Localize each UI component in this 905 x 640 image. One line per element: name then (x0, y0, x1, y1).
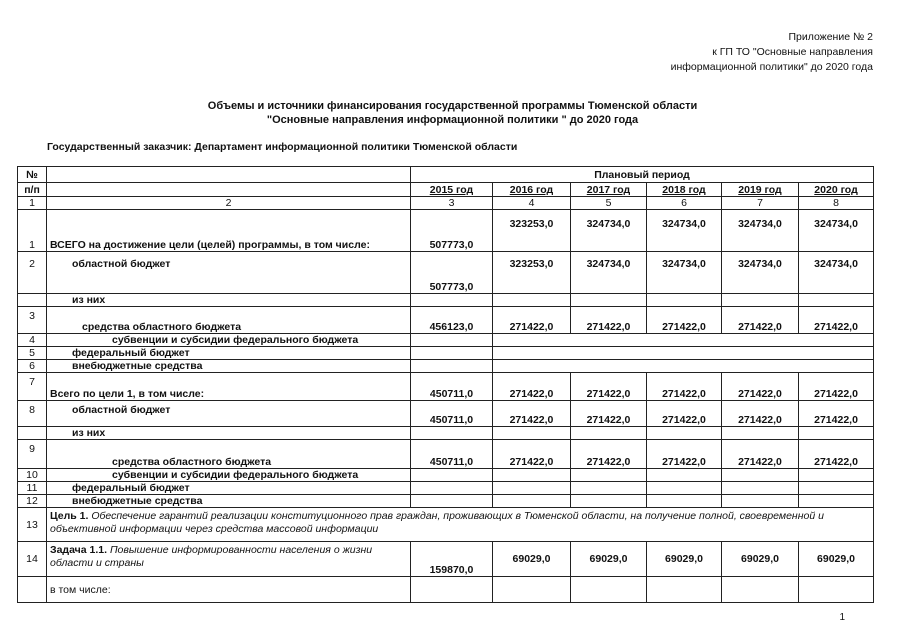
task-text (47, 542, 411, 577)
value-2017: 271422,0 (571, 440, 647, 469)
row-label: средства областного бюджета (47, 440, 411, 469)
value-2018: 271422,0 (647, 401, 722, 427)
value-2016: 69029,0 (493, 542, 571, 577)
value-2016: 323253,0 (493, 252, 571, 294)
value-2016: 271422,0 (493, 307, 571, 334)
table-row (18, 469, 874, 482)
table-row (18, 307, 874, 334)
value-2018: 271422,0 (647, 440, 722, 469)
value-2016: 323253,0 (493, 210, 571, 252)
colnum-5: 5 (571, 197, 647, 210)
table-row (18, 440, 874, 469)
title-line-2: "Основные направления информационной политики " до 2020 года (266, 114, 639, 126)
row-label: федеральный бюджет (47, 482, 411, 495)
value-2016: 271422,0 (493, 440, 571, 469)
value-2018: 324734,0 (647, 210, 722, 252)
row-label: в том числе: (47, 577, 411, 603)
value-2019: 271422,0 (722, 307, 799, 334)
row-label: внебюджетные средства (47, 495, 411, 508)
column-number-row (18, 197, 874, 210)
goal-text (47, 508, 874, 542)
colnum-2: 2 (47, 197, 411, 210)
row-number: 9 (18, 440, 47, 469)
financing-table (17, 166, 874, 603)
row-label: внебюджетные средства (47, 360, 411, 373)
row-number: 10 (18, 469, 47, 482)
value-2016: 271422,0 (493, 373, 571, 401)
value-2019: 324734,0 (722, 210, 799, 252)
value-2019: 324734,0 (722, 252, 799, 294)
header-year-2020: 2020 год (799, 183, 874, 197)
value-2015: 450711,0 (411, 440, 493, 469)
row-number: 5 (18, 347, 47, 360)
header-period: Плановый период (411, 167, 874, 183)
header-row-2 (18, 183, 874, 197)
row-label: Всего по цели 1, в том числе: (47, 373, 411, 401)
row-label: субвенции и субсидии федерального бюджета (47, 469, 411, 482)
row-number: 14 (18, 542, 47, 577)
value-2018: 324734,0 (647, 252, 722, 294)
table-row (18, 373, 874, 401)
value-2018: 271422,0 (647, 307, 722, 334)
value-2015: 456123,0 (411, 307, 493, 334)
row-label: областной бюджет (47, 401, 411, 427)
value-2017: 324734,0 (571, 210, 647, 252)
value-2020: 271422,0 (799, 373, 874, 401)
value-2017: 271422,0 (571, 401, 647, 427)
row-label: федеральный бюджет (47, 347, 411, 360)
value-2020: 271422,0 (799, 440, 874, 469)
state-customer: Государственный заказчик: Департамент информационной политики Тюменской области (47, 141, 518, 153)
row-number: 1 (18, 210, 47, 252)
goal-description: Обеспечение гарантий реализации конституционного прав граждан, проживающих в Тюменской области, на получение полной, своевременной и объективной информации через средства массовой информации (50, 510, 824, 535)
title-line-1: Объемы и источники финансирования государственной программы Тюменской области (207, 100, 698, 112)
value-2020: 271422,0 (799, 307, 874, 334)
table-row (18, 334, 874, 347)
value-2017: 271422,0 (571, 307, 647, 334)
value-2016: 271422,0 (493, 401, 571, 427)
value-2020: 69029,0 (799, 542, 874, 577)
table-row (18, 294, 874, 307)
colnum-6: 6 (647, 197, 722, 210)
value-2015: 507773,0 (411, 210, 493, 252)
table-row (18, 252, 874, 294)
table-row (18, 210, 874, 252)
value-2017: 271422,0 (571, 373, 647, 401)
row-label: средства областного бюджета (47, 307, 411, 334)
colnum-3: 3 (411, 197, 493, 210)
header-year-2017: 2017 год (571, 183, 647, 197)
row-label: из них (47, 294, 411, 307)
row-number (18, 577, 47, 603)
value-2019: 271422,0 (722, 373, 799, 401)
table-row (18, 577, 874, 603)
colnum-4: 4 (493, 197, 571, 210)
header-row-1 (18, 167, 874, 183)
row-number: 3 (18, 307, 47, 334)
row-number (18, 294, 47, 307)
table-row (18, 401, 874, 427)
row-label: субвенции и субсидии федерального бюджета (47, 334, 411, 347)
row-number: 7 (18, 373, 47, 401)
table-row (18, 508, 874, 542)
page-number: 1 (839, 612, 845, 623)
header-year-2016: 2016 год (493, 183, 571, 197)
value-2017: 324734,0 (571, 252, 647, 294)
row-number: 12 (18, 495, 47, 508)
colnum-1: 1 (18, 197, 47, 210)
row-label: областной бюджет (47, 252, 411, 294)
header-no: № (18, 167, 47, 183)
value-2020: 324734,0 (799, 210, 874, 252)
row-number: 2 (18, 252, 47, 294)
appendix-line-1: Приложение № 2 (788, 31, 873, 43)
value-2015: 507773,0 (411, 252, 493, 294)
row-number: 6 (18, 360, 47, 373)
value-2015: 450711,0 (411, 401, 493, 427)
table-row (18, 482, 874, 495)
appendix-line-2: к ГП ТО "Основные направления (712, 46, 873, 58)
task-description: Повышение информированности населения о жизни области и страны (50, 544, 373, 569)
value-2018: 271422,0 (647, 373, 722, 401)
row-number (18, 427, 47, 440)
table-row (18, 542, 874, 577)
goal-label: Цель 1. (50, 510, 89, 522)
table-row (18, 347, 874, 360)
value-2015: 159870,0 (411, 542, 493, 577)
row-number: 8 (18, 401, 47, 427)
appendix-note (671, 30, 873, 75)
value-2015: 450711,0 (411, 373, 493, 401)
value-2019: 271422,0 (722, 440, 799, 469)
document-title (0, 99, 905, 127)
colnum-8: 8 (799, 197, 874, 210)
colnum-7: 7 (722, 197, 799, 210)
value-2019: 271422,0 (722, 401, 799, 427)
value-2017: 69029,0 (571, 542, 647, 577)
value-2020: 271422,0 (799, 401, 874, 427)
value-2020: 324734,0 (799, 252, 874, 294)
row-label: из них (47, 427, 411, 440)
header-year-2019: 2019 год (722, 183, 799, 197)
row-number: 13 (18, 508, 47, 542)
task-label: Задача 1.1. (50, 544, 108, 556)
appendix-line-3: информационной политики" до 2020 года (670, 61, 873, 73)
row-label: ВСЕГО на достижение цели (целей) программы, в том числе: (47, 210, 411, 252)
value-2019: 69029,0 (722, 542, 799, 577)
header-pp: п/п (18, 183, 47, 197)
table-row (18, 427, 874, 440)
row-number: 11 (18, 482, 47, 495)
row-number: 4 (18, 334, 47, 347)
value-2018: 69029,0 (647, 542, 722, 577)
header-year-2015: 2015 год (411, 183, 493, 197)
table-row (18, 360, 874, 373)
header-year-2018: 2018 год (647, 183, 722, 197)
table-row (18, 495, 874, 508)
